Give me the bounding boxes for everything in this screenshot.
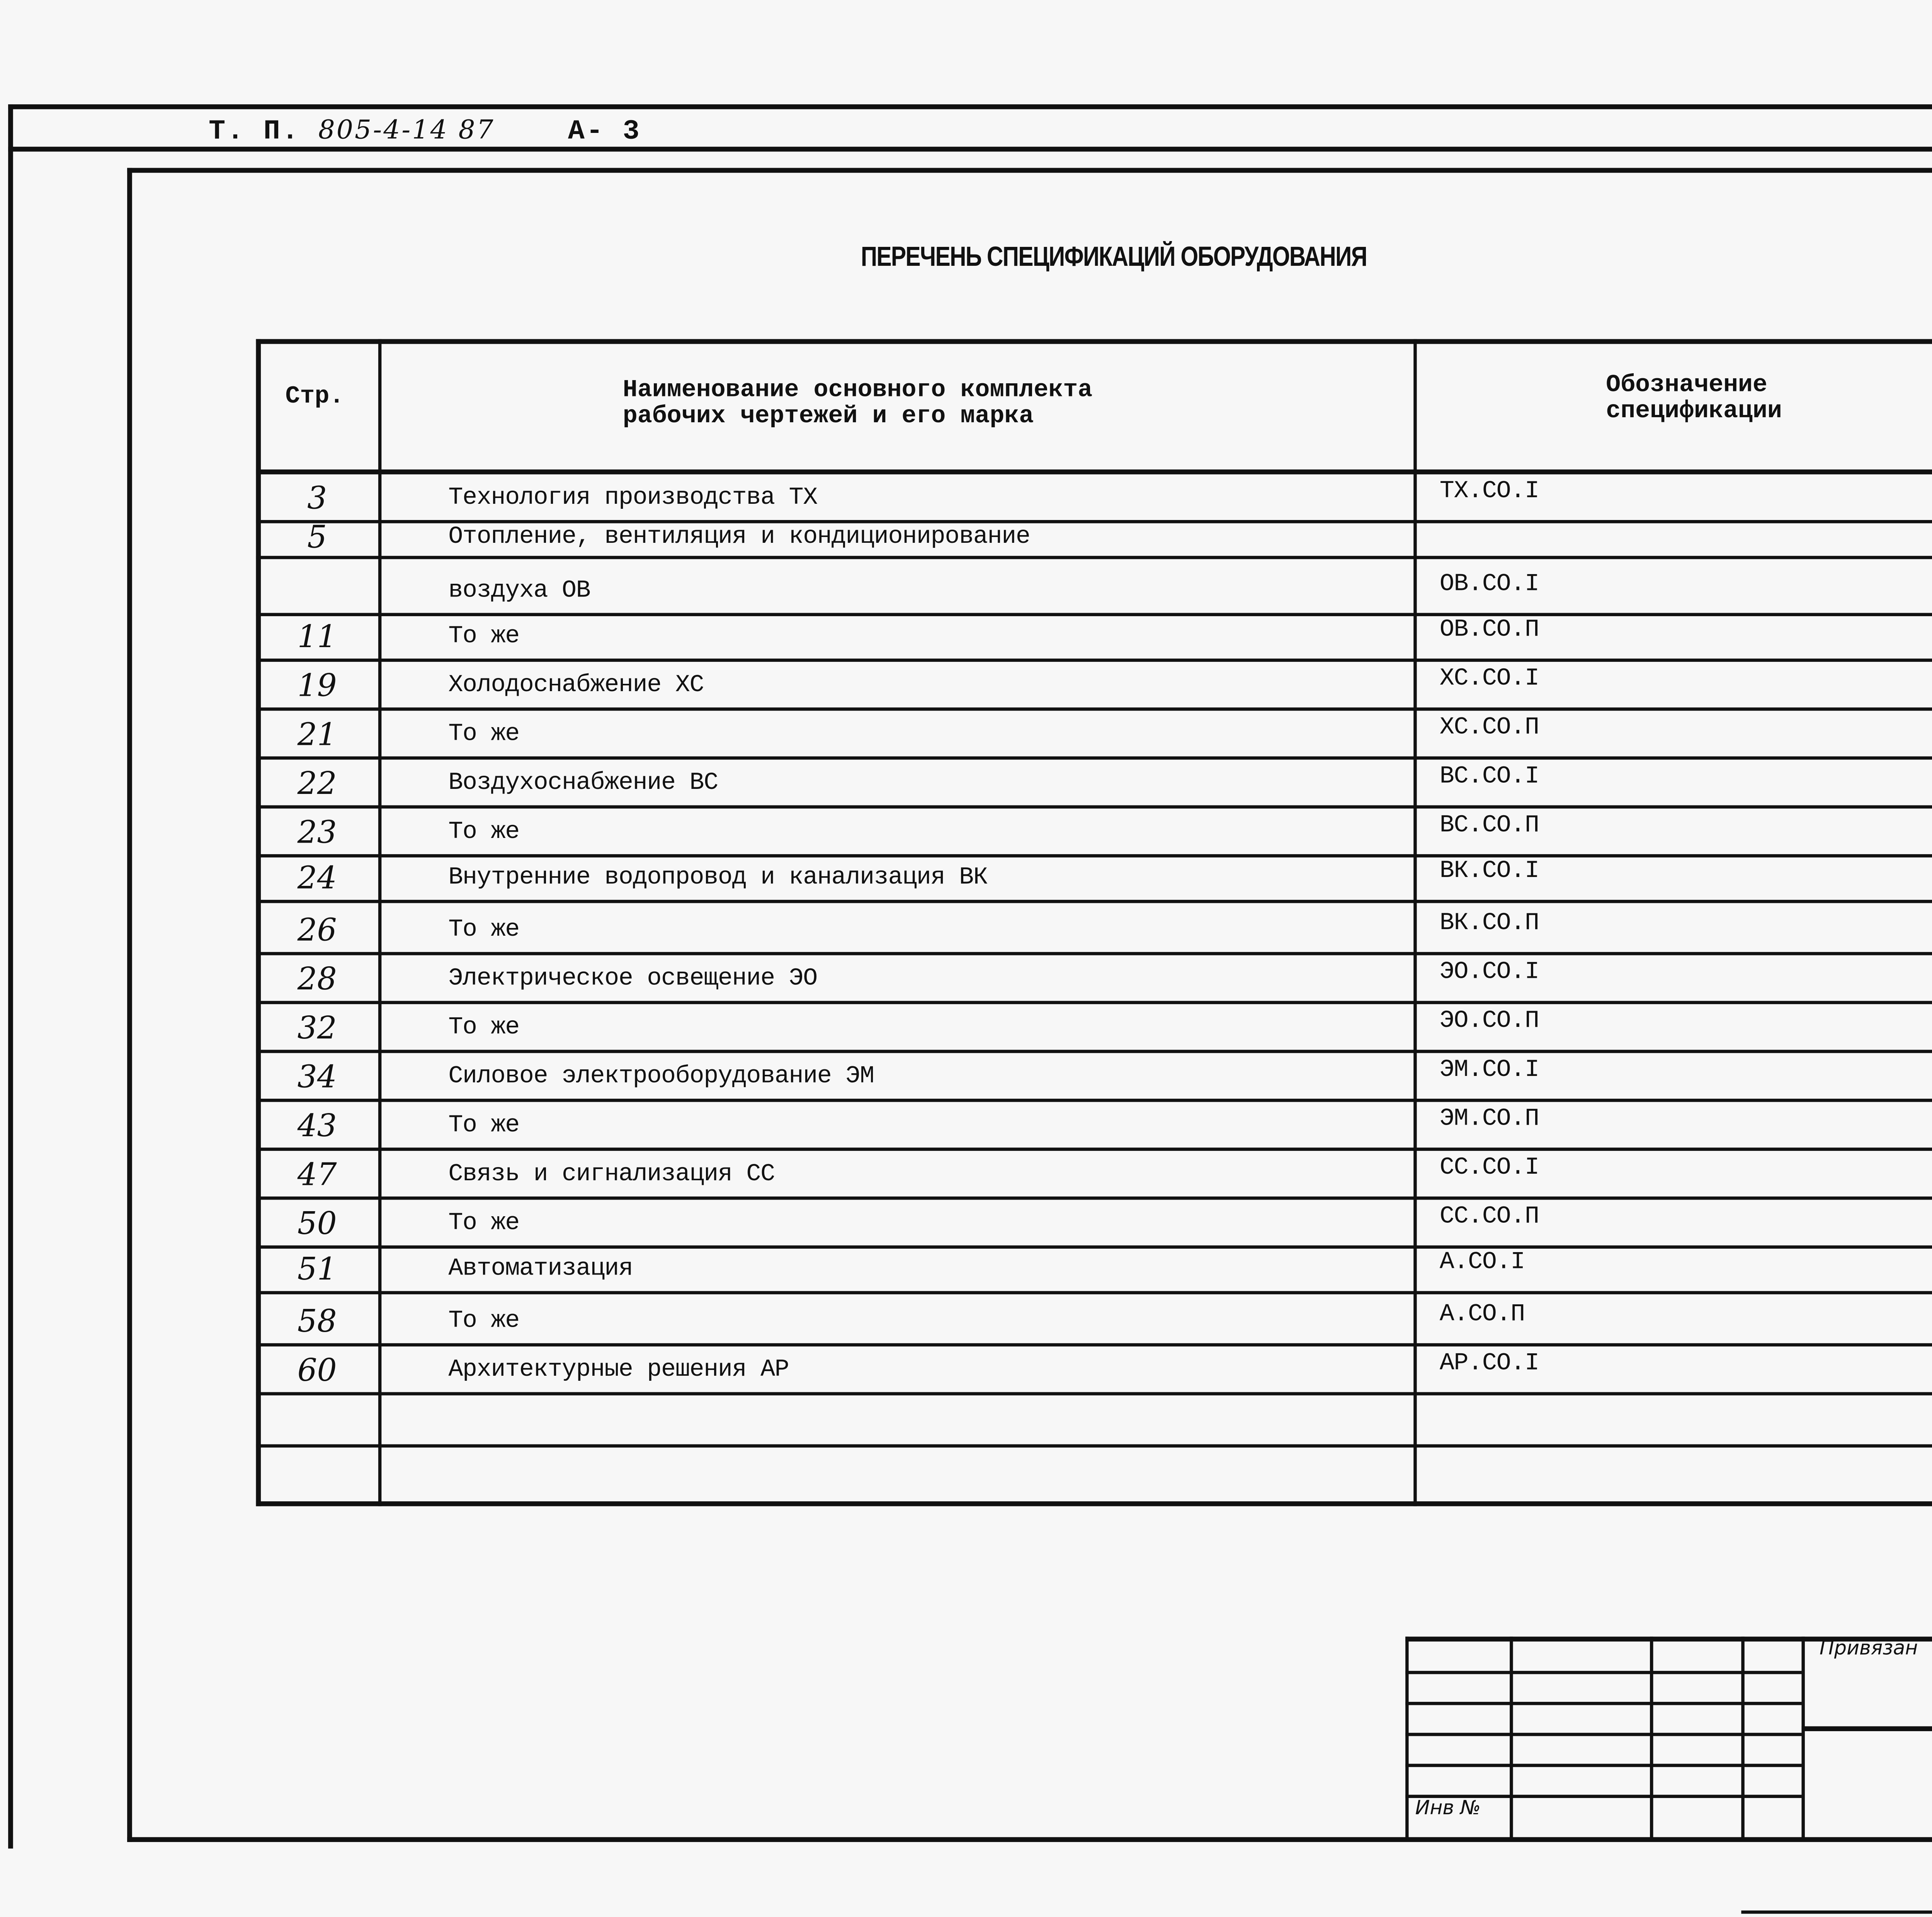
left-outer-border-line — [8, 104, 13, 1849]
name-cell: Холодоснабжение ХС — [448, 671, 704, 700]
page-cell: 51 — [297, 1252, 337, 1288]
designation-cell: ТХ.СО.I — [1439, 478, 1539, 506]
page-cell: 21 — [297, 717, 337, 753]
code-number: 805-4-14 87 — [318, 114, 495, 145]
designation-cell: АР.СО.I — [1439, 1349, 1539, 1378]
name-cell: Связь и сигнализация СС — [448, 1161, 775, 1188]
name-cell: Технология производства ТХ — [448, 484, 817, 512]
table-row — [256, 854, 1932, 900]
stamp-row-2 — [1405, 1702, 1801, 1705]
page-cell: 50 — [297, 1206, 337, 1242]
stamp-col-3 — [1741, 1637, 1744, 1839]
page-cell: 19 — [297, 668, 337, 704]
designation-cell: ХС.СО.I — [1439, 665, 1539, 693]
page-cell: 58 — [297, 1304, 337, 1340]
bottom-edge-line — [1741, 1910, 1932, 1914]
page-cell: 60 — [297, 1353, 337, 1389]
table-row — [256, 900, 1932, 952]
col-header-designation-line1: Обозначение — [1606, 372, 1767, 399]
col-header-name-line1: Наименование основного комплекта — [622, 376, 1093, 404]
code-prefix: Т. П. — [209, 117, 300, 148]
table-row — [256, 1444, 1932, 1501]
designation-cell: СС.СО.I — [1439, 1154, 1539, 1182]
name-cell: Внутренние водопровод и канализация ВК — [448, 864, 988, 892]
stamp-left-border — [1405, 1637, 1408, 1839]
specification-table — [256, 339, 1932, 1506]
table-top-border — [256, 339, 1932, 344]
inner-frame-left — [127, 168, 132, 1842]
table-row — [256, 1246, 1932, 1291]
name-cell: То же — [448, 720, 519, 748]
designation-cell: ОВ.СО.I — [1439, 570, 1539, 598]
col-header-designation-line2: спецификации — [1606, 398, 1782, 426]
page-cell: 28 — [297, 962, 337, 998]
name-cell: воздуха ОВ — [448, 577, 590, 605]
name-cell: То же — [448, 1014, 519, 1042]
stamp-col-1 — [1510, 1637, 1513, 1839]
page-cell: 5 — [307, 520, 327, 556]
table-row — [256, 1099, 1932, 1148]
name-cell: То же — [448, 1111, 519, 1140]
album-code: А- 3 — [568, 117, 641, 148]
stamp-col-2 — [1650, 1637, 1653, 1839]
inner-frame-bottom — [127, 1837, 1932, 1842]
name-cell: Отопление, вентиляция и кондиционирование — [448, 523, 1030, 551]
designation-cell: ВК.СО.П — [1439, 909, 1539, 938]
designation-cell: ВС.СО.П — [1439, 812, 1539, 840]
stamp-row-4 — [1405, 1764, 1801, 1767]
page-cell: 23 — [297, 815, 337, 851]
stamp-row-1 — [1405, 1671, 1801, 1674]
col-header-name-line2: рабочих чертежей и его марка — [622, 403, 1034, 430]
designation-cell: ЭМ.СО.П — [1439, 1105, 1539, 1133]
designation-cell: СС.СО.П — [1439, 1203, 1539, 1231]
table-row — [256, 469, 1932, 520]
designation-cell: ЭМ.СО.I — [1439, 1056, 1539, 1084]
privyazan-label: Привязан — [1819, 1637, 1918, 1660]
designation-cell: ВС.СО.I — [1439, 763, 1539, 791]
stamp-col-4 — [1801, 1637, 1804, 1839]
document-code — [209, 114, 641, 148]
page-cell: 24 — [297, 860, 337, 897]
name-cell: То же — [448, 1307, 519, 1335]
page-cell: 34 — [297, 1059, 337, 1096]
table-row — [256, 1001, 1932, 1050]
designation-cell: А.СО.П — [1439, 1301, 1525, 1329]
name-cell: Автоматизация — [448, 1255, 633, 1283]
designation-cell: ХС.СО.П — [1439, 714, 1539, 742]
name-cell: То же — [448, 1209, 519, 1237]
table-row — [256, 556, 1932, 613]
table-row — [256, 707, 1932, 756]
table-row — [256, 952, 1932, 1001]
name-cell: Воздухоснабжение ВС — [448, 769, 718, 797]
designation-cell: А.СО.I — [1439, 1249, 1525, 1276]
page-cell: 43 — [297, 1108, 337, 1145]
page-cell: 3 — [307, 481, 327, 517]
table-row — [256, 1392, 1932, 1444]
page-cell: 26 — [297, 913, 337, 949]
name-cell: То же — [448, 622, 519, 651]
table-bottom-border — [256, 1501, 1932, 1506]
designation-cell: ОВ.СО.П — [1439, 616, 1539, 644]
designation-cell: ВК.СО.I — [1439, 857, 1539, 885]
table-row — [256, 1050, 1932, 1099]
name-cell: Архитектурные решения АР — [448, 1356, 789, 1384]
table-row — [256, 1147, 1932, 1196]
designation-cell: ЭО.СО.П — [1439, 1007, 1539, 1035]
page-cell: 32 — [297, 1011, 337, 1047]
col-header-page: Стр. — [285, 383, 344, 411]
table-row — [256, 1343, 1932, 1392]
name-cell: То же — [448, 818, 519, 846]
designation-cell: ЭО.СО.I — [1439, 958, 1539, 986]
top-border-line — [8, 104, 1932, 109]
inner-frame-top — [127, 168, 1932, 173]
inventory-number-label: Инв № — [1415, 1796, 1481, 1819]
table-row — [256, 1196, 1932, 1246]
table-row — [256, 520, 1932, 556]
name-cell: То же — [448, 916, 519, 944]
name-cell: Электрическое освещение ЭО — [448, 965, 817, 993]
table-row — [256, 805, 1932, 854]
stamp-row-3 — [1405, 1733, 1801, 1736]
table-row — [256, 1291, 1932, 1343]
page-cell: 22 — [297, 766, 337, 802]
page-cell: 11 — [297, 619, 337, 656]
table-row — [256, 613, 1932, 658]
table-row — [256, 659, 1932, 708]
page-title: ПЕРЕЧЕНЬ СПЕЦИФИКАЦИЙ ОБОРУДОВАНИЯ — [861, 241, 1367, 272]
stamp-mid-line — [1801, 1726, 1932, 1731]
name-cell: Силовое электрооборудование ЭМ — [448, 1063, 874, 1091]
table-row — [256, 756, 1932, 806]
page-cell: 47 — [297, 1157, 337, 1193]
